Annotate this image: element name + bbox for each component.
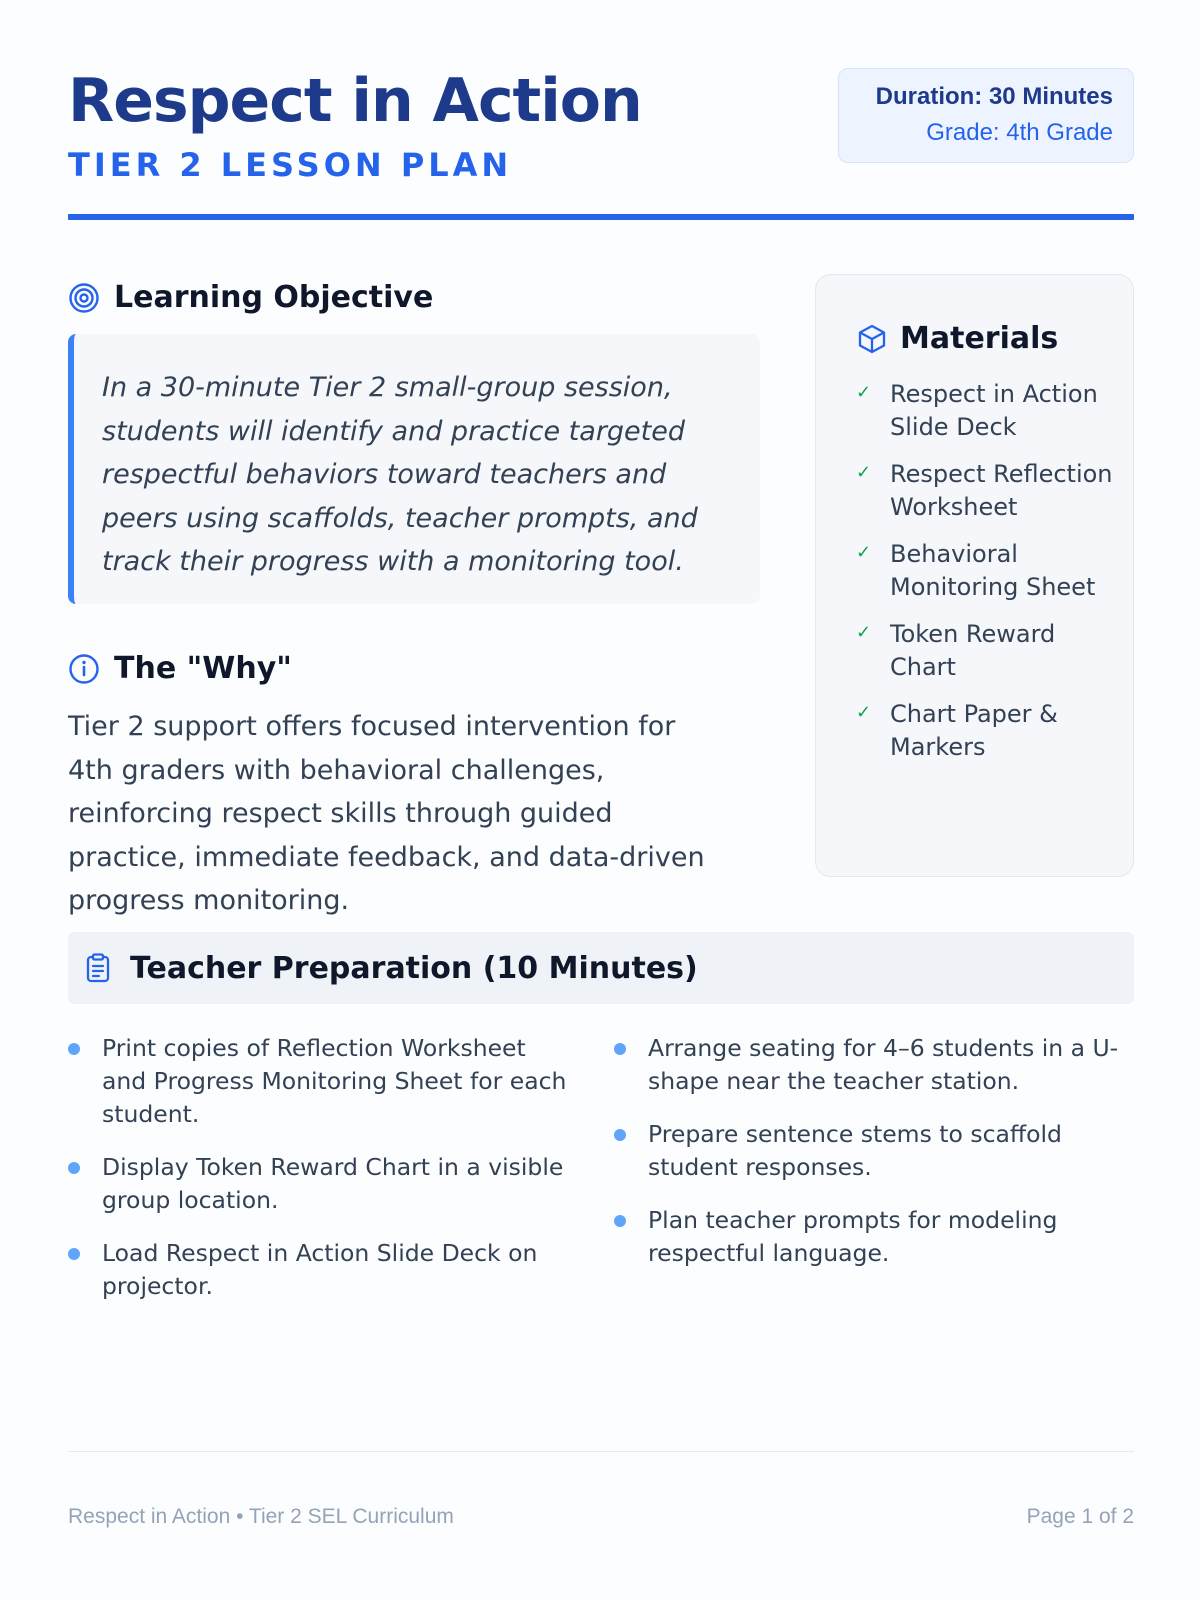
bullet-dot bbox=[614, 1043, 626, 1055]
prep-list-right bbox=[614, 1032, 1134, 1290]
prep-item-text: Plan teacher prompts for modeling respectful language. bbox=[648, 1206, 1058, 1267]
header-divider bbox=[68, 214, 1134, 220]
prep-item-text: Prepare sentence stems to scaffold student responses. bbox=[648, 1120, 1062, 1181]
materials-card bbox=[815, 274, 1134, 877]
grade-label: Grade: 4th Grade bbox=[926, 119, 1113, 146]
prep-item-text: Display Token Reward Chart in a visible group location. bbox=[102, 1153, 564, 1214]
objective-heading-label: Learning Objective bbox=[114, 280, 434, 315]
info-icon bbox=[68, 653, 100, 685]
materials-item bbox=[856, 458, 1133, 524]
page-number: Page 1 of 2 bbox=[1026, 1505, 1134, 1528]
materials-item bbox=[856, 378, 1133, 444]
prep-heading-bar bbox=[68, 932, 1134, 1004]
objective-text: In a 30-minute Tier 2 small-group session, students will identify and practice targeted respectful behaviors toward teachers and peers using scaffolds, teacher prompts, and track their progress with a monitoring tool. bbox=[102, 372, 698, 577]
footer-divider bbox=[68, 1451, 1134, 1452]
prep-item bbox=[68, 1237, 568, 1303]
materials-heading bbox=[856, 321, 1133, 356]
check-icon: ✓ bbox=[856, 462, 872, 482]
objective-heading bbox=[68, 280, 433, 315]
bullet-dot bbox=[68, 1162, 80, 1174]
prep-item bbox=[614, 1118, 1134, 1184]
materials-heading-label: Materials bbox=[900, 321, 1059, 356]
bullet-dot bbox=[614, 1129, 626, 1141]
materials-item-label: Respect Reflection Worksheet bbox=[890, 460, 1113, 521]
check-icon: ✓ bbox=[856, 622, 872, 642]
why-heading-label: The "Why" bbox=[114, 651, 292, 686]
materials-item bbox=[856, 538, 1133, 604]
prep-item bbox=[614, 1032, 1134, 1098]
why-heading bbox=[68, 651, 292, 686]
bullet-dot bbox=[68, 1248, 80, 1260]
prep-list-left bbox=[68, 1032, 568, 1323]
materials-item-label: Chart Paper & Markers bbox=[890, 700, 1058, 761]
objective-callout bbox=[68, 334, 760, 604]
materials-list bbox=[856, 378, 1133, 764]
materials-item bbox=[856, 618, 1133, 684]
bullet-dot bbox=[614, 1215, 626, 1227]
prep-item-text: Print copies of Reflection Worksheet and Progress Monitoring Sheet for each student. bbox=[102, 1034, 567, 1128]
why-text: Tier 2 support offers focused intervention for 4th graders with behavioral challenges, reinforcing respect skills through guided practice, immediate feedback, and data-driven progress monitoring. bbox=[68, 711, 705, 916]
lesson-meta-box bbox=[838, 68, 1134, 163]
materials-item-label: Behavioral Monitoring Sheet bbox=[890, 540, 1096, 601]
check-icon: ✓ bbox=[856, 382, 872, 402]
bullet-dot bbox=[68, 1043, 80, 1055]
prep-item bbox=[614, 1204, 1134, 1270]
materials-item-label: Respect in Action Slide Deck bbox=[890, 380, 1098, 441]
prep-item-text: Arrange seating for 4–6 students in a U-shape near the teacher station. bbox=[648, 1034, 1119, 1095]
duration-label: Duration: 30 Minutes bbox=[875, 83, 1113, 110]
footer-curriculum-label: Respect in Action • Tier 2 SEL Curriculum bbox=[68, 1505, 454, 1528]
page-subtitle: TIER 2 LESSON PLAN bbox=[68, 146, 513, 184]
clipboard-icon bbox=[82, 952, 114, 984]
page-title: Respect in Action bbox=[68, 66, 642, 136]
prep-item bbox=[68, 1032, 568, 1131]
check-icon: ✓ bbox=[856, 702, 872, 722]
prep-heading-label: Teacher Preparation (10 Minutes) bbox=[130, 950, 698, 986]
prep-item bbox=[68, 1151, 568, 1217]
target-icon bbox=[68, 282, 100, 314]
materials-item bbox=[856, 698, 1133, 764]
materials-item-label: Token Reward Chart bbox=[890, 620, 1056, 681]
check-icon: ✓ bbox=[856, 542, 872, 562]
box-icon bbox=[856, 323, 888, 355]
prep-item-text: Load Respect in Action Slide Deck on projector. bbox=[102, 1239, 538, 1300]
